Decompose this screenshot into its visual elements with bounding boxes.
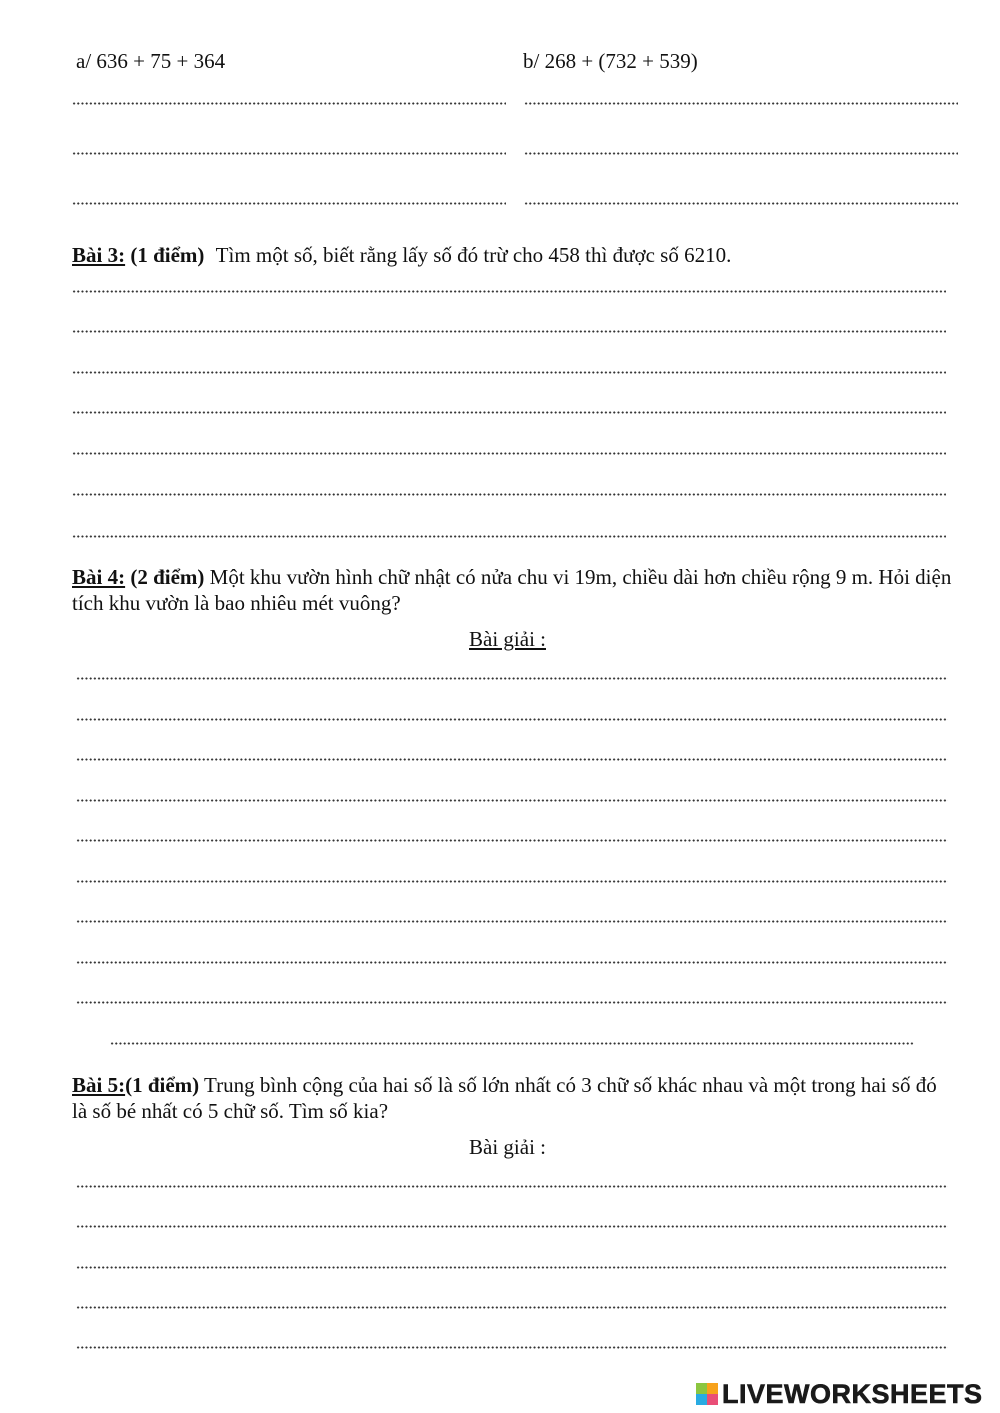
exercise-3-points: (1 điểm)	[130, 243, 205, 267]
exercise-5-points: (1 điểm)	[125, 1073, 200, 1097]
answer-line[interactable]	[524, 202, 958, 205]
watermark-text: LIVEWORKSHEETS	[722, 1378, 983, 1409]
answer-line[interactable]	[76, 677, 948, 680]
exercise-5-solution-heading: Bài giải :	[469, 1135, 546, 1159]
answer-line[interactable]	[76, 1266, 948, 1269]
exercise-5-label: Bài 5:	[72, 1073, 126, 1097]
exercise-2a-expression: a/ 636 + 75 + 364	[76, 49, 226, 73]
answer-line[interactable]	[72, 371, 946, 374]
answer-line[interactable]	[72, 411, 946, 414]
exercise-3-question	[72, 242, 731, 268]
exercise-4-question	[72, 564, 957, 616]
exercise-4-text: Một khu vườn hình chữ nhật có nửa chu vi 19m, chiều dài hơn chiều rộng 9 m. Hỏi diện tích khu vườn là bao nhiêu mét vuông?	[72, 565, 952, 615]
exercise-5-question	[72, 1072, 957, 1124]
answer-line[interactable]	[524, 102, 958, 105]
answer-line[interactable]	[76, 1225, 948, 1228]
answer-line[interactable]	[76, 839, 948, 842]
answer-line[interactable]	[72, 493, 946, 496]
answer-line[interactable]	[76, 758, 948, 761]
answer-line[interactable]	[72, 535, 946, 538]
answer-line[interactable]	[76, 1185, 948, 1188]
liveworksheets-watermark	[696, 1378, 983, 1410]
exercise-3-label: Bài 3:	[72, 243, 126, 267]
exercise-2b-expression: b/ 268 + (732 + 539)	[523, 49, 698, 73]
answer-line[interactable]	[76, 880, 948, 883]
exercise-5-text: Trung bình cộng của hai số là số lớn nhất có 3 chữ số khác nhau và một trong hai số đó là số bé nhất có 5 chữ số. Tìm số kia?	[72, 1073, 937, 1123]
answer-line[interactable]	[76, 799, 948, 802]
answer-line[interactable]	[76, 920, 948, 923]
answer-line[interactable]	[524, 152, 958, 155]
exercise-4-points: (2 điểm)	[130, 565, 205, 589]
answer-line[interactable]	[72, 330, 946, 333]
answer-line[interactable]	[72, 290, 946, 293]
answer-line[interactable]	[76, 1346, 948, 1349]
answer-line[interactable]	[76, 718, 948, 721]
exercise-4-solution-heading: Bài giải :	[469, 627, 546, 651]
answer-line[interactable]	[72, 202, 506, 205]
answer-line[interactable]	[76, 1306, 948, 1309]
answer-line[interactable]	[72, 152, 506, 155]
answer-line[interactable]	[72, 102, 506, 105]
exercise-3-text: Tìm một số, biết rằng lấy số đó trừ cho 458 thì được số 6210.	[215, 243, 732, 267]
answer-line[interactable]	[76, 961, 948, 964]
exercise-4-label: Bài 4:	[72, 565, 126, 589]
answer-line[interactable]	[76, 1001, 948, 1004]
answer-line[interactable]	[110, 1042, 914, 1045]
liveworksheets-logo-icon	[696, 1383, 718, 1405]
answer-line[interactable]	[72, 452, 946, 455]
